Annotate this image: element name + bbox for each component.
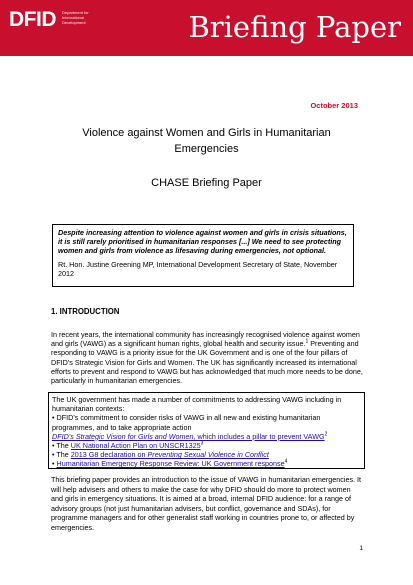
national-action-plan-link[interactable]: UK National Action Plan on UNSCR1325 (70, 441, 201, 451)
intro-text-a: In recent years, the international community has increasingly recognised violence against women and girls (VAWG) as a significant human rights, global health and security issue. (51, 330, 360, 349)
strategic-vision-link[interactable]: DFID’s Strategic Vision for Girls and Women, which includes a pillar to prevent VAWG (52, 431, 325, 441)
document-subtitle: CHASE Briefing Paper (151, 177, 262, 189)
publication-date: October 2013 (310, 101, 358, 110)
commitment-item-1: • DFID’s commitment to consider risks of VAWG in all new and existing humanitarian programmes, and to take appropriate action (52, 413, 321, 432)
intro-paragraph (51, 330, 363, 385)
footnote-ref-2[interactable]: 2 (324, 431, 328, 438)
header-banner (0, 0, 413, 56)
herr-response-link[interactable]: Humanitarian Emergency Response Review: UK Government response (56, 459, 285, 469)
commitment-item-5: • Humanitarian Emergency Response Review: UK Government response$^4$ (52, 459, 288, 469)
footnote-ref-3[interactable]: 3 (200, 440, 204, 447)
document-title: Violence against Women and Girls in Humanitarian Emergencies (82, 127, 331, 155)
section-heading-introduction: 1. INTRODUCTION (51, 307, 120, 316)
dfid-logo-subtext: Department for International Development (62, 10, 89, 25)
footnote-ref-4[interactable]: 4 (284, 459, 288, 466)
intro-text-b: Preventing and responding to VAWG is a priority issue for the UK Government and is one of the four pillars of DFID’s Strategic Vision for Girls and Women. The UK has significantly increased its international efforts to prevent and respond to VAWG but has acknowledged that much more needs to be done, particularly in humanitarian emergencies. (51, 339, 363, 386)
commitment-item-4: • The 2013 G8 declaration on Preventing Sexual Violence in Conflict (52, 450, 269, 460)
dfid-logo: DFID (9, 8, 56, 31)
commitments-box (48, 392, 365, 469)
quote-box (52, 224, 354, 287)
commitments-lead: The UK government has made a number of commitments to addressing VAWG including in humanitarian contexts: (52, 395, 342, 414)
closing-paragraph: This briefing paper provides an introduction to the issue of VAWG in humanitarian emergencies. It will help advisers and others to make the case for why DFID should do more to protect women and girls in emergency situations. It is aimed at a broad, internal DFID audience: for a range of advisory groups (not just humanitarian advisers, but conflict, governance and SDAs), for programme managers and for other generalist staff working in countries prone to, or affected by emergencies. (51, 475, 362, 532)
g8-declaration-link[interactable]: 2013 G8 declaration on Preventing Sexual Violence in Conflict (70, 450, 269, 460)
footnote-ref-1[interactable]: 1 (305, 338, 309, 345)
page-number: 1 (359, 545, 363, 552)
quote-text: Despite increasing attention to violence against women and girls in crisis situations, it is still rarely prioritised in humanitarian responses [...] We need to see protecting women and girls from violence as lifesaving during emergencies, not optional. (58, 228, 347, 255)
header-title: Briefing Paper (188, 10, 401, 44)
commitment-item-3: • The UK National Action Plan on UNSCR1325$^3$ (52, 440, 204, 451)
commitment-item-2 (52, 432, 361, 441)
quote-attribution: Rt. Hon. Justine Greening MP, International Development Secretary of State, November 2012 (58, 260, 338, 278)
